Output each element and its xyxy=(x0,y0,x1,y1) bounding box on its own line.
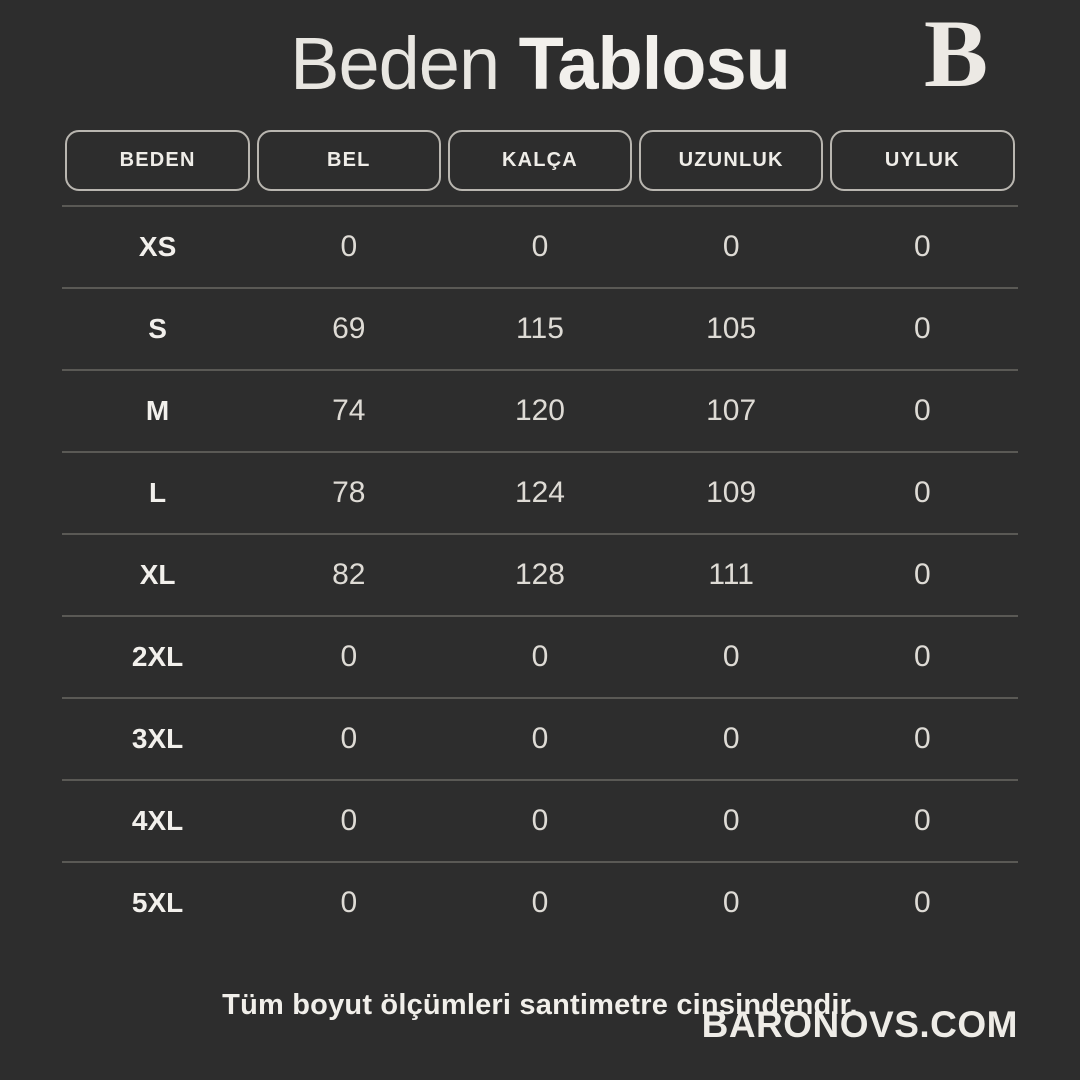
cell-uyluk: 0 xyxy=(827,862,1018,943)
cell-uzunluk: 0 xyxy=(636,206,827,288)
cell-kalca: 0 xyxy=(444,616,635,698)
column-header-uzunluk xyxy=(636,130,827,206)
table-row xyxy=(62,616,1018,698)
cell-bel: 0 xyxy=(253,780,444,862)
cell-kalca: 0 xyxy=(444,206,635,288)
cell-kalca: 0 xyxy=(444,698,635,780)
cell-uyluk: 0 xyxy=(827,288,1018,370)
cell-uzunluk: 107 xyxy=(636,370,827,452)
table-row xyxy=(62,534,1018,616)
cell-uzunluk: 0 xyxy=(636,862,827,943)
table-row xyxy=(62,698,1018,780)
cell-uzunluk: 0 xyxy=(636,780,827,862)
table-row xyxy=(62,780,1018,862)
column-header-uyluk-label: UYLUK xyxy=(830,130,1014,191)
measurement-note: Tüm boyut ölçümleri santimetre cinsindendir. xyxy=(222,989,858,1021)
cell-size: XS xyxy=(62,206,253,288)
column-header-beden-label: BEDEN xyxy=(65,130,249,191)
cell-size: 3XL xyxy=(62,698,253,780)
size-table-container xyxy=(0,120,1080,943)
cell-kalca: 0 xyxy=(444,862,635,943)
cell-uzunluk: 111 xyxy=(636,534,827,616)
cell-size: S xyxy=(62,288,253,370)
cell-size: XL xyxy=(62,534,253,616)
column-header-beden xyxy=(62,130,253,206)
cell-kalca: 115 xyxy=(444,288,635,370)
cell-uyluk: 0 xyxy=(827,780,1018,862)
cell-bel: 74 xyxy=(253,370,444,452)
website-label: BARONOVS.COM xyxy=(701,1004,1018,1045)
table-header-row xyxy=(62,130,1018,206)
cell-bel: 0 xyxy=(253,206,444,288)
cell-bel: 0 xyxy=(253,698,444,780)
cell-uzunluk: 0 xyxy=(636,698,827,780)
table-row xyxy=(62,370,1018,452)
cell-uyluk: 0 xyxy=(827,370,1018,452)
cell-kalca: 128 xyxy=(444,534,635,616)
page-title-bold: Tablosu xyxy=(518,22,790,105)
page-title-light: Beden xyxy=(290,22,519,105)
cell-uyluk: 0 xyxy=(827,616,1018,698)
table-row xyxy=(62,206,1018,288)
table-row xyxy=(62,288,1018,370)
table-row xyxy=(62,452,1018,534)
cell-bel: 82 xyxy=(253,534,444,616)
column-header-bel-label: BEL xyxy=(257,130,441,191)
cell-bel: 69 xyxy=(253,288,444,370)
page-title xyxy=(290,22,790,105)
cell-size: L xyxy=(62,452,253,534)
cell-size: 5XL xyxy=(62,862,253,943)
cell-size: 2XL xyxy=(62,616,253,698)
cell-bel: 0 xyxy=(253,862,444,943)
size-table xyxy=(62,130,1018,943)
cell-size: M xyxy=(62,370,253,452)
cell-bel: 0 xyxy=(253,616,444,698)
cell-uyluk: 0 xyxy=(827,452,1018,534)
cell-bel: 78 xyxy=(253,452,444,534)
column-header-uzunluk-label: UZUNLUK xyxy=(639,130,823,191)
cell-kalca: 120 xyxy=(444,370,635,452)
cell-kalca: 0 xyxy=(444,780,635,862)
cell-uyluk: 0 xyxy=(827,206,1018,288)
cell-kalca: 124 xyxy=(444,452,635,534)
column-header-bel xyxy=(253,130,444,206)
page-header xyxy=(0,0,1080,120)
size-table-head xyxy=(62,130,1018,206)
column-header-kalca-label: KALÇA xyxy=(448,130,632,191)
brand-logo-icon: B xyxy=(923,0,988,107)
cell-uzunluk: 105 xyxy=(636,288,827,370)
cell-uyluk: 0 xyxy=(827,534,1018,616)
size-table-body xyxy=(62,206,1018,943)
table-row xyxy=(62,862,1018,943)
column-header-uyluk xyxy=(827,130,1018,206)
cell-uyluk: 0 xyxy=(827,698,1018,780)
cell-size: 4XL xyxy=(62,780,253,862)
column-header-kalca xyxy=(444,130,635,206)
cell-uzunluk: 109 xyxy=(636,452,827,534)
cell-uzunluk: 0 xyxy=(636,616,827,698)
